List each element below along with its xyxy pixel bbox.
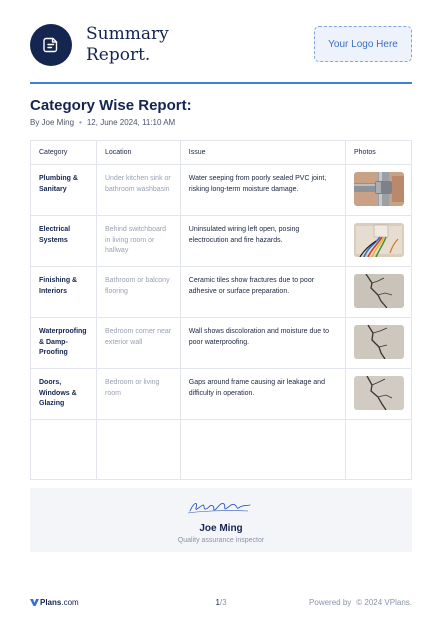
photo-cell bbox=[346, 216, 412, 267]
document-icon bbox=[30, 24, 72, 66]
report-header bbox=[30, 22, 412, 80]
category-cell: Waterproofing & Damp-Proofing bbox=[31, 318, 97, 369]
empty-cell bbox=[96, 420, 180, 480]
category-cell: Plumbing & Sanitary bbox=[31, 165, 97, 216]
report-title: Category Wise Report: bbox=[30, 97, 192, 114]
signer-name: Joe Ming bbox=[199, 523, 243, 534]
photo-cell bbox=[346, 267, 412, 318]
cracked-wall-photo[interactable] bbox=[354, 325, 404, 359]
empty-cell bbox=[31, 420, 97, 480]
photo-cell bbox=[346, 318, 412, 369]
category-table bbox=[30, 140, 412, 480]
page-footer bbox=[30, 598, 412, 612]
page-title bbox=[86, 24, 169, 66]
empty-row bbox=[31, 420, 412, 480]
title-line-1: Summary bbox=[86, 24, 169, 44]
photo-cell bbox=[346, 165, 412, 216]
issue-cell: Ceramic tiles show fractures due to poor adhesive or surface preparation. bbox=[180, 267, 345, 318]
location-cell: Behind switchboard in living room or hallway bbox=[96, 216, 180, 267]
category-cell: Finishing & Interiors bbox=[31, 267, 97, 318]
column-header-location: Location bbox=[96, 141, 180, 165]
table-row bbox=[31, 369, 412, 420]
table-row bbox=[31, 318, 412, 369]
cracked-wall-photo[interactable] bbox=[354, 274, 404, 308]
date-text: 12, June 2024, 11:10 AM bbox=[86, 118, 176, 127]
copyright-text: © 2024 VPlans. bbox=[356, 598, 412, 607]
page-current: 1 bbox=[215, 598, 220, 607]
brand-domain: .com bbox=[61, 598, 79, 607]
location-cell: Bedroom or living room bbox=[96, 369, 180, 420]
page-total: /3 bbox=[219, 598, 227, 607]
signer-role: Quality assurance inspector bbox=[177, 537, 265, 544]
table-row bbox=[31, 267, 412, 318]
powered-by-label: Powered by bbox=[309, 598, 352, 607]
cracked-wall-photo[interactable] bbox=[354, 376, 404, 410]
author-text: By Joe Ming bbox=[30, 118, 75, 127]
column-header-photos: Photos bbox=[346, 141, 412, 165]
issue-cell: Wall shows discoloration and moisture due to poor waterproofing. bbox=[180, 318, 345, 369]
location-cell: Bathroom or balcony flooring bbox=[96, 267, 180, 318]
location-cell: Bedroom corner near exterior wall bbox=[96, 318, 180, 369]
title-line-2: Report. bbox=[86, 45, 151, 65]
table-row bbox=[31, 165, 412, 216]
column-header-issue: Issue bbox=[180, 141, 345, 165]
powered-by bbox=[309, 598, 412, 607]
signature-image bbox=[186, 498, 256, 516]
byline bbox=[30, 118, 175, 127]
empty-cell bbox=[346, 420, 412, 480]
empty-cell bbox=[180, 420, 345, 480]
column-header-category: Category bbox=[31, 141, 97, 165]
category-cell: Doors, Windows & Glazing bbox=[31, 369, 97, 420]
brand-name: Plans bbox=[40, 598, 62, 607]
table-header-row bbox=[31, 141, 412, 165]
table-row bbox=[31, 216, 412, 267]
issue-cell: Gaps around frame causing air leakage and difficulty in operation. bbox=[180, 369, 345, 420]
signature-box bbox=[30, 488, 412, 552]
logo-placeholder[interactable]: Your Logo Here bbox=[314, 26, 412, 62]
issue-cell: Water seeping from poorly sealed PVC joint, risking long-term moisture damage. bbox=[180, 165, 345, 216]
pipe-joint-photo[interactable] bbox=[354, 172, 404, 206]
photo-cell bbox=[346, 369, 412, 420]
header-divider bbox=[30, 82, 412, 84]
issue-cell: Uninsulated wiring left open, posing electrocution and fire hazards. bbox=[180, 216, 345, 267]
separator-dot: • bbox=[79, 118, 82, 127]
category-cell: Electrical Systems bbox=[31, 216, 97, 267]
location-cell: Under kitchen sink or bathroom washbasin bbox=[96, 165, 180, 216]
exposed-wiring-photo[interactable] bbox=[354, 223, 404, 257]
